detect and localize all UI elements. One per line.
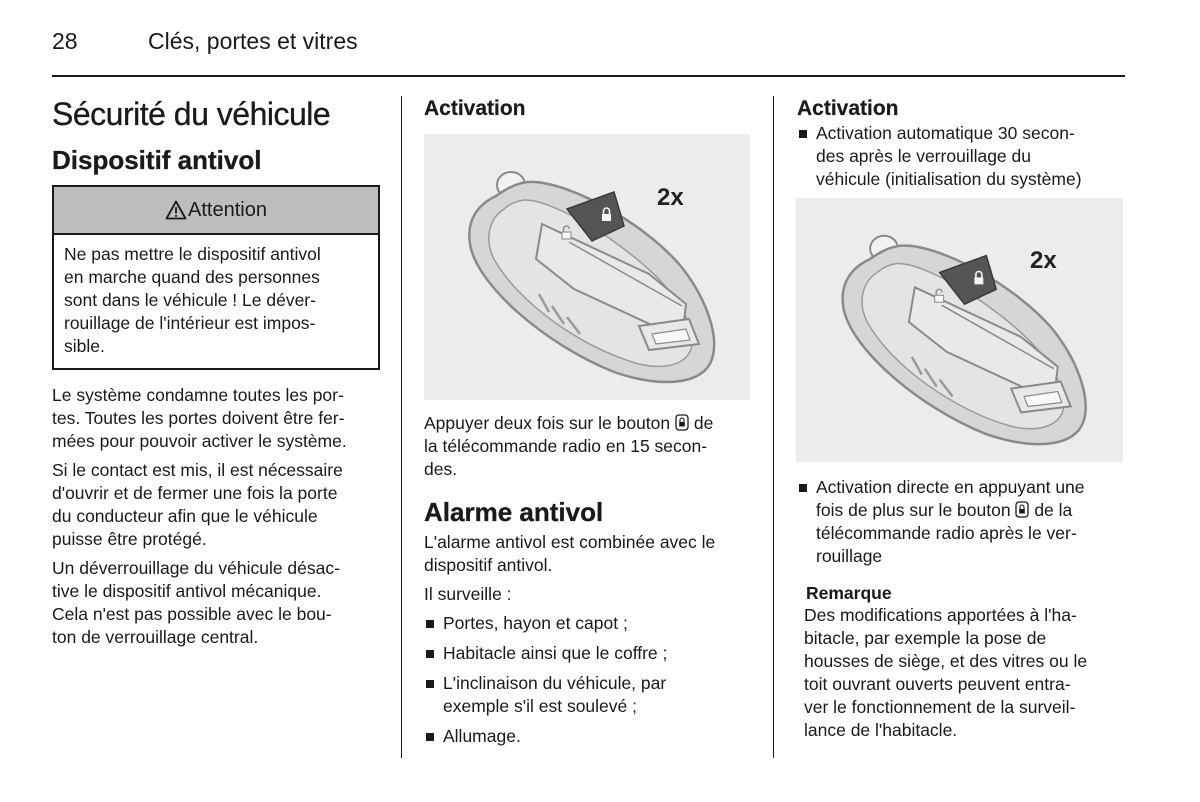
key-fob-figure <box>796 198 1123 462</box>
list-item-text: L'inclinaison du véhicule, par <box>443 673 667 693</box>
text-line: Un déverrouillage du véhicule désac- <box>52 558 340 578</box>
text-line: Des modifications apportées à l'ha- <box>804 605 1077 625</box>
alarm-intro <box>424 531 754 577</box>
lock-button-icon <box>1015 501 1029 518</box>
warning-triangle-icon <box>165 200 187 220</box>
warning-line: sont dans le véhicule ! Le déver- <box>64 290 316 310</box>
warning-label: Attention <box>188 198 267 221</box>
page-number: 28 <box>52 28 78 54</box>
note-heading: Remarque <box>806 583 892 603</box>
list-item-text: télécommande radio après le ver- <box>816 523 1077 543</box>
section-title: Sécurité du véhicule <box>52 96 331 132</box>
text-line: tes. Toutes les portes doivent être fer- <box>52 408 345 428</box>
key-fob-illustration <box>424 134 750 400</box>
text-line <box>424 412 754 435</box>
key-fob-figure <box>424 134 750 400</box>
note-block <box>797 582 1127 742</box>
list-item-text: exemple s'il est soulevé ; <box>443 696 637 716</box>
warning-body <box>54 235 378 368</box>
text-line: tive le dispositif antivol mécanique. <box>52 581 322 601</box>
activation-list-2 <box>797 476 1127 568</box>
bullet-marker <box>799 130 807 138</box>
text-line: bitacle, par exemple la pose de <box>804 628 1047 648</box>
text-line: puisse être protégé. <box>52 529 207 549</box>
press-twice-label: 2x <box>657 184 684 211</box>
list-item-text: Habitacle ainsi que le coffre ; <box>443 643 668 663</box>
text-line: housses de siège, et des vitres ou le <box>804 651 1088 671</box>
alarm-heading: Alarme antivol <box>424 497 604 527</box>
text-fragment: de <box>693 413 714 433</box>
subsection-title: Dispositif antivol <box>52 145 262 175</box>
text-line: Le système condamne toutes les por- <box>52 385 344 405</box>
chapter-title: Clés, portes et vitres <box>148 28 358 54</box>
text-line: Cela n'est pas possible avec le bou- <box>52 604 332 624</box>
bullet-marker <box>426 650 434 658</box>
column-1 <box>52 96 380 655</box>
activation-heading: Activation <box>424 97 526 120</box>
list-item <box>424 725 754 748</box>
warning-line: rouillage de l'intérieur est impos- <box>64 313 316 333</box>
column-divider <box>773 96 774 758</box>
list-item-text: Activation automatique 30 secon- <box>816 123 1075 143</box>
bullet-marker <box>426 733 434 741</box>
text-line: dispositif antivol. <box>424 555 553 575</box>
list-item-text: Portes, hayon et capot ; <box>443 613 628 633</box>
column-divider <box>401 96 402 758</box>
text-line: du conducteur afin que le véhicule <box>52 506 318 526</box>
warning-line: en marche quand des personnes <box>64 267 320 287</box>
monitors-label: Il surveille : <box>424 584 512 604</box>
bullet-marker <box>799 484 807 492</box>
text-line: L'alarme antivol est combinée avec le <box>424 532 716 552</box>
text-line: la télécommande radio en 15 secon- <box>424 436 708 456</box>
list-item <box>424 612 754 635</box>
monitored-list <box>424 612 754 748</box>
list-item-text: des après le verrouillage du <box>816 146 1031 166</box>
page-header <box>52 26 1125 78</box>
list-item <box>797 476 1127 568</box>
instruction-text <box>424 412 754 481</box>
list-item <box>424 642 754 665</box>
warning-header <box>54 187 378 235</box>
list-item-text: fois de plus sur le bouton <box>816 500 1011 520</box>
text-line: ver le fonctionnement de la surveil- <box>804 697 1076 717</box>
warning-line: sible. <box>64 336 105 356</box>
paragraph-unlock <box>52 557 380 649</box>
text-line: lance de l'habitacle. <box>804 720 958 740</box>
text-line: d'ouvrir et de fermer une fois la porte <box>52 483 338 503</box>
text-fragment: Appuyer deux fois sur le bouton <box>424 413 671 433</box>
paragraph-doors <box>52 384 380 453</box>
text-line: Si le contact est mis, il est nécessaire <box>52 460 343 480</box>
activation-list-1 <box>797 122 1127 191</box>
list-item-text: véhicule (initialisation du système) <box>816 169 1082 189</box>
paragraph-ignition <box>52 459 380 551</box>
list-item-text: rouillage <box>816 546 883 566</box>
key-fob-illustration <box>796 198 1123 462</box>
warning-box <box>52 185 380 370</box>
list-item-text: Allumage. <box>443 726 521 746</box>
press-twice-label: 2x <box>1030 247 1057 274</box>
bullet-marker <box>426 620 434 628</box>
warning-line: Ne pas mettre le dispositif antivol <box>64 244 321 264</box>
text-line: ton de verrouillage central. <box>52 627 259 647</box>
list-item <box>797 122 1127 191</box>
list-item-text: Activation directe en appuyant une <box>816 477 1085 497</box>
column-3 <box>797 96 1127 742</box>
bullet-marker <box>426 680 434 688</box>
text-line: mées pour pouvoir activer le système. <box>52 431 347 451</box>
column-2 <box>424 96 754 755</box>
header-rule <box>52 75 1125 77</box>
lock-button-icon <box>675 414 689 431</box>
list-item-text: de la <box>1034 500 1073 520</box>
text-line: des. <box>424 459 458 479</box>
text-line: toit ouvrant ouverts peuvent entra- <box>804 674 1071 694</box>
list-item <box>424 672 754 718</box>
activation-heading: Activation <box>797 97 899 120</box>
